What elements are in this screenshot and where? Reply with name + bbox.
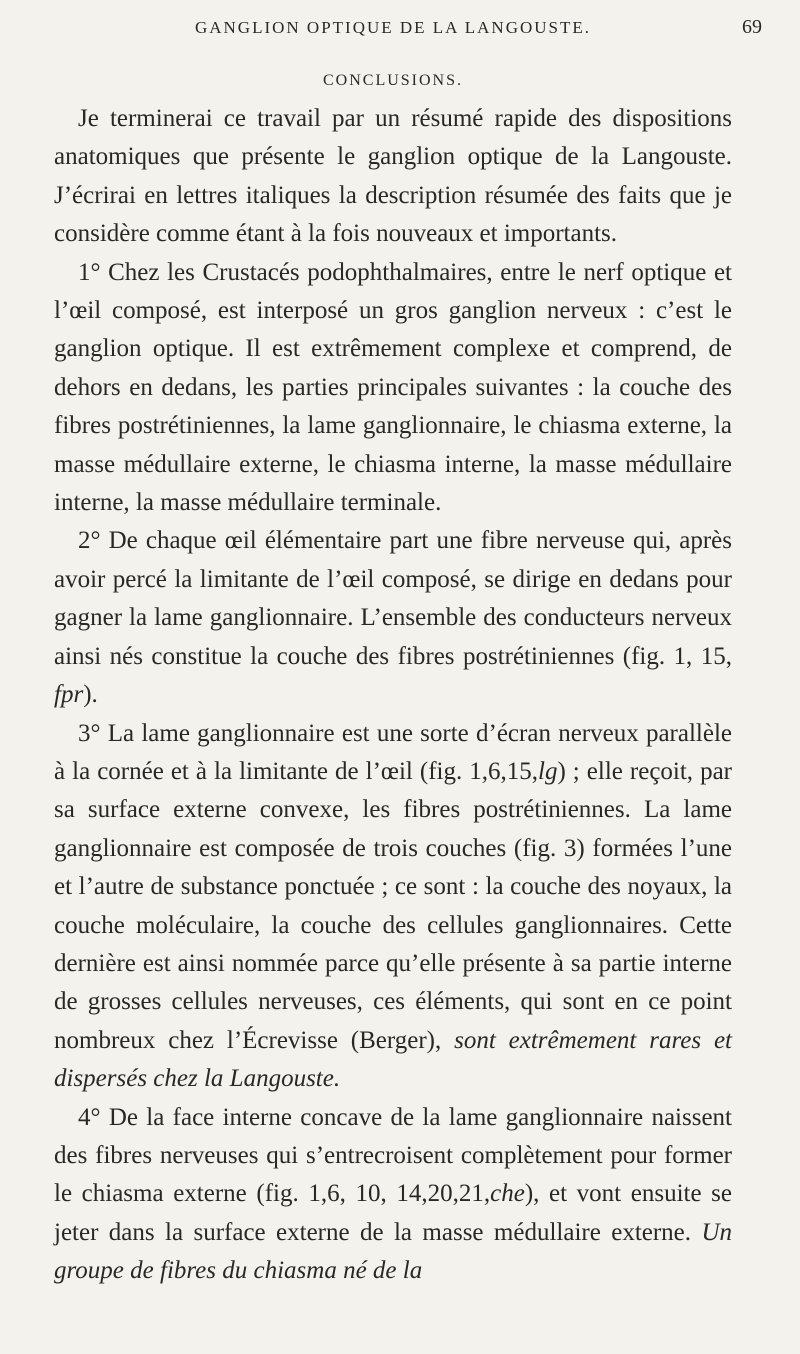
running-title: GANGLION OPTIQUE DE LA LANGOUSTE. <box>194 18 592 37</box>
italic-text: fpr <box>54 681 84 709</box>
italic-text: lg <box>538 757 558 785</box>
running-head <box>54 10 762 50</box>
italic-text: sont extrêmement rares et dispersés chez la Langouste. <box>54 1026 732 1093</box>
book-page <box>0 10 800 1354</box>
text-run: 4° De la face interne concave de la lame ganglionnaire naissent des fibres nerveuses qui s’entrecroisent complètement pour former le chiasma externe (fig. 1,6, 10, 14,20,21, <box>54 1103 732 1208</box>
text-run: 2° De chaque œil élémentaire part une fibre nerveuse qui, après avoir percé la limitante de l’œil composé, se dirige en dedans pour gagner la lame ganglionnaire. L’ensemble des conducteurs nerveux ainsi nés constitue la couche des fibres postrétiniennes (fig. 1, 15, <box>54 527 732 670</box>
paragraph-point-2 <box>54 522 732 714</box>
page-number: 69 <box>742 16 762 38</box>
body-text <box>54 100 732 1291</box>
section-title: CONCLUSIONS. <box>322 72 463 89</box>
text-run: Je terminerai ce travail par un résumé rapide des dispositions anatomiques que présente le ganglion optique de la Langouste. J’écrirai en lettres italiques la description résumée des faits que je considère comme étant à la fois nouveaux et importants. <box>54 105 732 248</box>
text-run: ) ; elle reçoit, par sa surface externe convexe, les fibres postrétiniennes. La lame ganglionnaire est composée de trois couches (fig. 3) formées l’une et l’autre de substance ponctuée ; ce sont : la couche des noyaux, la couche moléculaire, la couche des cellules ganglionnaires. Cette dernière est ainsi nommée parce qu’elle présente à sa partie interne de grosses cellules nerveuses, ces éléments, qui sont en ce point nombreux chez l’Écrevisse (Berger), <box>54 757 733 1054</box>
text-run: ), et vont ensuite se jeter dans la surface externe de la masse médullaire externe. <box>54 1180 733 1246</box>
text-run: 1° Chez les Crustacés podophthalmaires, entre le nerf optique et l’œil composé, est interposé un gros ganglion nerveux : c’est le ganglion optique. Il est extrêmement complexe et comprend, de dehors en dedans, les parties principales suivantes : la couche des fibres postrétiniennes, la lame ganglionnaire, le chiasma externe, la masse médullaire externe, le chiasma interne, la masse médullaire interne, la masse médullaire terminale. <box>54 258 732 517</box>
italic-text: che <box>490 1180 525 1208</box>
paragraph-point-1 <box>54 254 732 523</box>
text-run: ). <box>83 681 98 709</box>
text-run: 3° La lame ganglionnaire est une sorte d’écran nerveux parallèle à la cornée et à la limitante de l’œil (fig. 1,6,15, <box>54 719 732 785</box>
paragraph-point-3 <box>54 715 732 1099</box>
paragraph-intro <box>54 100 732 254</box>
paragraph-point-4 <box>54 1099 732 1291</box>
italic-text: Un groupe de fibres du chiasma né de la <box>54 1218 732 1285</box>
